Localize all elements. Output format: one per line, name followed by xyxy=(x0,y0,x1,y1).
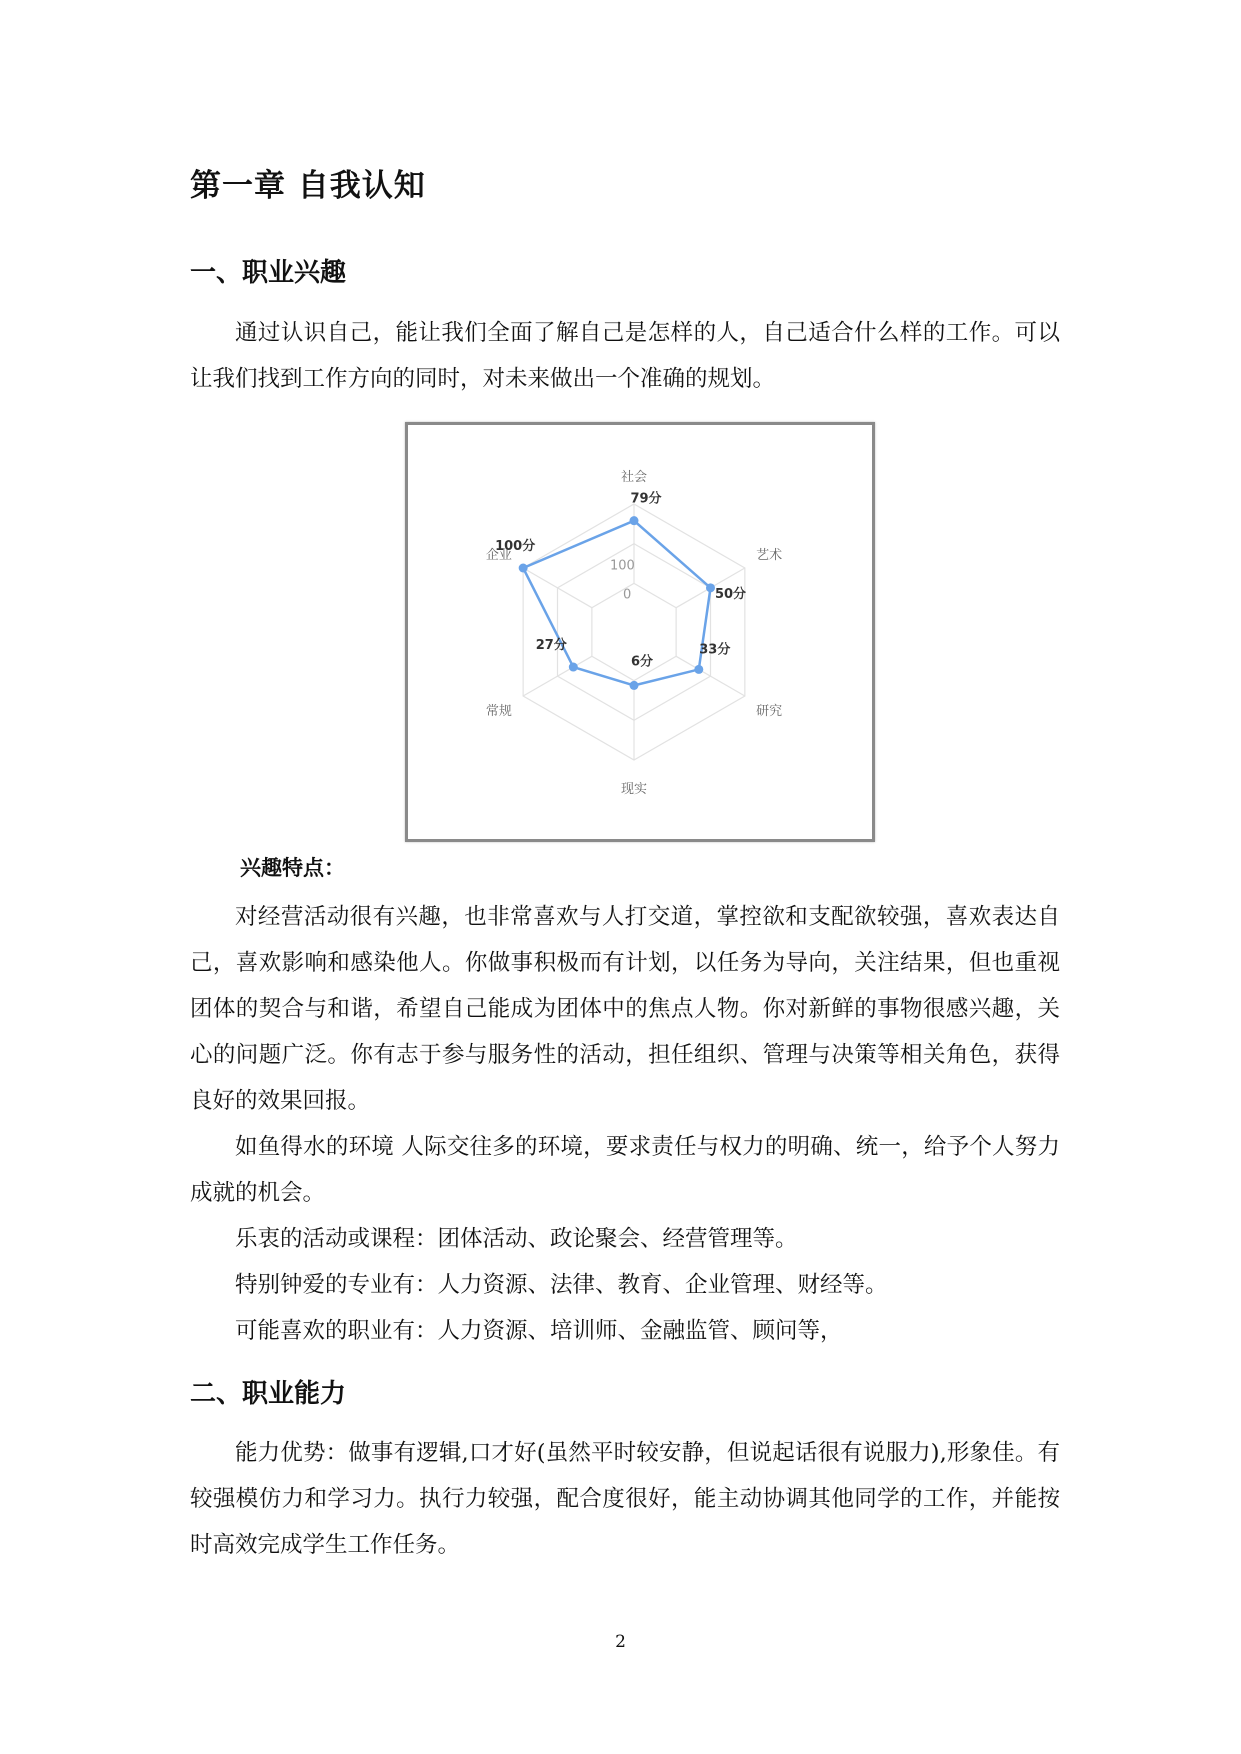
radar-chart-svg xyxy=(408,425,872,839)
radar-axis-label: 艺术 xyxy=(756,548,783,563)
radar-value-label: 79分 xyxy=(630,491,662,507)
radar-data-point xyxy=(519,564,528,573)
radar-axis-label: 社会 xyxy=(620,470,648,485)
radar-axis-label: 研究 xyxy=(756,704,783,719)
radar-axis-label: 企业 xyxy=(485,548,512,563)
section-title-interest: 一、职业兴趣 xyxy=(190,258,347,288)
radar-axis-label: 常规 xyxy=(485,704,512,719)
radar-scale-label: 100 xyxy=(610,558,635,574)
radar-axis-label: 现实 xyxy=(620,782,648,797)
interest-features-title: 兴趣特点： xyxy=(240,856,345,880)
radar-data-point xyxy=(706,583,715,592)
activities-line: 乐衷的活动或课程：团体活动、政论聚会、经营管理等。 xyxy=(235,1226,798,1252)
majors-line: 特别钟爱的专业有：人力资源、法律、教育、企业管理、财经等。 xyxy=(235,1272,888,1298)
radar-data-point xyxy=(630,681,639,690)
radar-value-label: 33分 xyxy=(699,642,731,658)
intro-paragraph: 通过认识自己，能让我们全面了解自己是怎样的人，自己适合什么样的工作。可以让我们找到工作方向的同时，对未来做出一个准确的规划。 xyxy=(190,320,1060,392)
radar-series-line xyxy=(523,521,710,686)
ability-paragraph: 能力优势：做事有逻辑,口才好(虽然平时较安静，但说起话很有说服力),形象佳。有较强模仿力和学习力。执行力较强，配合度很好，能主动协调其他同学的工作，并能按时高效完成学生工作任务。 xyxy=(190,1440,1060,1558)
radar-scale-label: 0 xyxy=(623,587,632,603)
interest-radar-chart xyxy=(405,422,875,842)
radar-value-label: 100分 xyxy=(495,539,536,554)
radar-value-label: 6分 xyxy=(630,654,654,670)
radar-value-label: 27分 xyxy=(535,638,567,654)
radar-data-point xyxy=(569,663,578,672)
interest-paragraph-2: 如鱼得水的环境 人际交往多的环境，要求责任与权力的明确、统一，给予个人努力成就的机会。 xyxy=(190,1134,1060,1206)
section-title-ability: 二、职业能力 xyxy=(190,1379,347,1409)
radar-data-point xyxy=(630,516,639,525)
chapter-title: 第一章 自我认知 xyxy=(190,168,426,204)
radar-value-label: 50分 xyxy=(714,586,747,602)
interest-paragraph-1: 对经营活动很有兴趣，也非常喜欢与人打交道，掌控欲和支配欲较强，喜欢表达自己，喜欢影响和感染他人。你做事积极而有计划，以任务为导向，关注结果，但也重视团体的契合与和谐，希望自己能成为团体中的焦点人物。你对新鲜的事物很感兴趣，关心的问题广泛。你有志于参与服务性的活动，担任组织、管理与决策等相关角色，获得良好的效果回报。 xyxy=(190,904,1060,1114)
radar-data-point xyxy=(694,665,703,674)
page-number: 2 xyxy=(615,1632,626,1652)
careers-line: 可能喜欢的职业有：人力资源、培训师、金融监管、顾问等， xyxy=(235,1318,843,1344)
